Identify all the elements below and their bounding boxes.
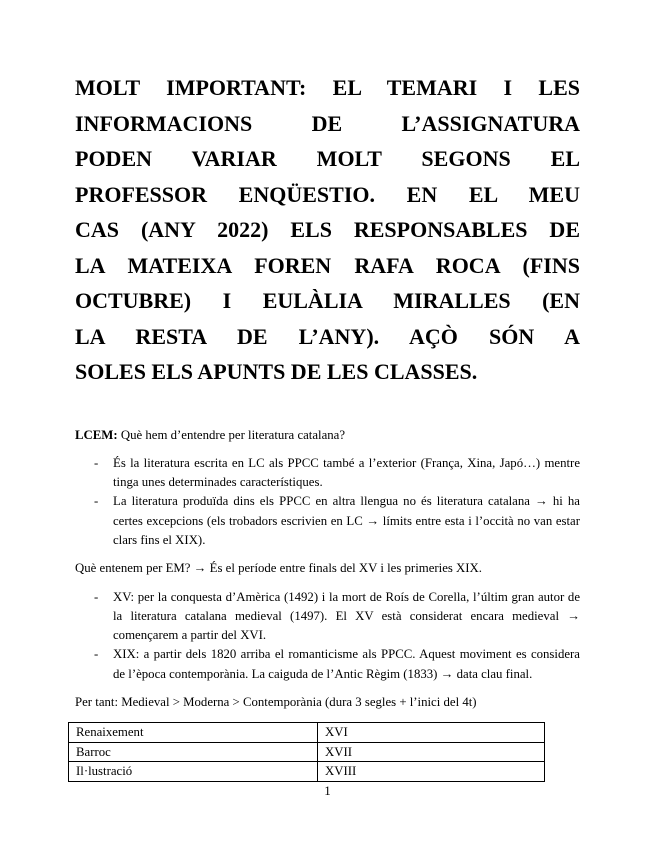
- lcem-label: LCEM:: [75, 427, 118, 442]
- document-heading: [75, 70, 580, 390]
- table-cell-century: XVI: [318, 723, 545, 743]
- table-row: [69, 762, 545, 782]
- bullet-marker: -: [94, 455, 99, 470]
- table-row: [69, 723, 545, 743]
- em-bullet-list: [75, 588, 580, 684]
- table-cell-movement: Il·lustració: [69, 762, 318, 782]
- bullet-text: És la literatura escrita en LC als PPCC també a l’exterior (França, Xina, Japó…) mentre tinga unes determinades característiques.: [113, 455, 580, 490]
- heading-line: LA MATEIXA FOREN RAFA ROCA (FINS: [75, 252, 580, 278]
- table-cell-movement: Renaixement: [69, 723, 318, 743]
- bullet-marker: -: [94, 647, 99, 662]
- lcem-question-paragraph: [75, 426, 580, 445]
- table-row: [69, 742, 545, 762]
- page-number: 1: [324, 783, 331, 798]
- lcem-bullet-list: [75, 454, 580, 550]
- bullet-text: La literatura produïda dins els PPCC en altra llengua no és literatura catalana → hi ha certes excepcions (els trobadors escrivien en LC → límits entre esta i l’occità no van estar clars fins el XIX).: [113, 494, 580, 547]
- lcem-question-text: Què hem d’entendre per literatura catalana?: [120, 427, 346, 442]
- list-item: [75, 454, 580, 493]
- bullet-marker: -: [94, 494, 99, 509]
- heading-line: LA RESTA DE L’ANY). AÇÒ SÓN A: [75, 323, 580, 349]
- table-cell-movement: Barroc: [69, 742, 318, 762]
- heading-line: PROFESSOR ENQÜESTIO. EN EL MEU: [75, 181, 580, 207]
- list-item: [75, 588, 580, 646]
- heading-line: INFORMACIONS DE L’ASSIGNATURA: [75, 110, 580, 136]
- em-question-paragraph: Què entenem per EM? → És el període entre finals del XV i les primeries XIX.: [75, 561, 483, 576]
- bullet-marker: -: [94, 589, 99, 604]
- periods-table: [68, 722, 545, 782]
- list-item: [75, 492, 580, 550]
- bullet-text: XV: per la conquesta d’Amèrica (1492) i la mort de Roís de Corella, l’últim gran autor de la literatura catalana medieval (1497). El XV està considerat encara medieval → començarem a partir del XVI.: [113, 589, 580, 643]
- document-body: [75, 426, 580, 782]
- heading-line: MOLT IMPORTANT: EL TEMARI I LES: [75, 75, 580, 100]
- list-item: [75, 645, 580, 684]
- summary-paragraph: Per tant: Medieval > Moderna > Contemporània (dura 3 segles + l’inici del 4t): [75, 695, 477, 710]
- heading-line: SOLES ELS APUNTS DE LES CLASSES.: [75, 359, 478, 384]
- table-cell-century: XVIII: [318, 762, 545, 782]
- heading-line: OCTUBRE) I EULÀLIA MIRALLES (EN: [75, 288, 580, 313]
- table-cell-century: XVII: [318, 742, 545, 762]
- heading-line: PODEN VARIAR MOLT SEGONS EL: [75, 146, 580, 171]
- heading-line: CAS (ANY 2022) ELS RESPONSABLES DE: [75, 217, 580, 242]
- bullet-text: XIX: a partir dels 1820 arriba el romanticisme als PPCC. Aquest moviment es considera de l’època contemporània. La caiguda de l’Antic Règim (1833) → data clau final.: [113, 647, 580, 681]
